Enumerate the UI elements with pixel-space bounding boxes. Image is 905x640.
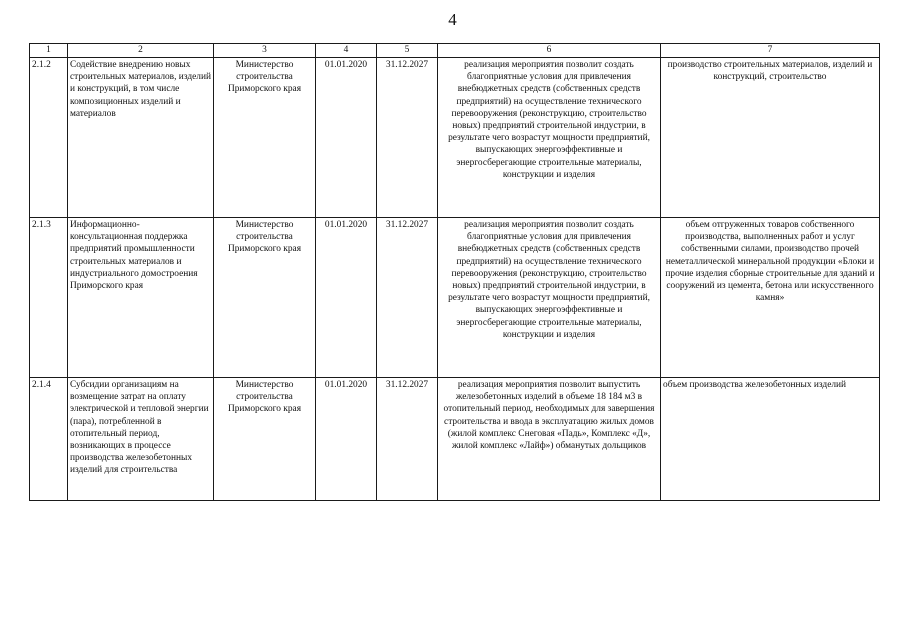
executor: Министерство строительства Приморского края bbox=[214, 58, 316, 218]
table-row bbox=[30, 58, 880, 218]
row-number: 2.1.2 bbox=[30, 58, 68, 218]
table-row bbox=[30, 378, 880, 501]
header-cell: 3 bbox=[214, 44, 316, 58]
table-row bbox=[30, 218, 880, 378]
start-date: 01.01.2020 bbox=[316, 378, 377, 501]
header-cell: 6 bbox=[438, 44, 661, 58]
header-cell: 4 bbox=[316, 44, 377, 58]
executor: Министерство строительства Приморского края bbox=[214, 378, 316, 501]
header-cell: 2 bbox=[68, 44, 214, 58]
indicator: объем отгруженных товаров собственного производства, выполненных работ и услуг собственными силами, производство прочей неметаллической минеральной продукции «Блоки и прочие изделия сборные строительные для зданий и сооружений из цемента, бетона или искусственного камня» bbox=[661, 218, 880, 378]
start-date: 01.01.2020 bbox=[316, 58, 377, 218]
expected-result: реализация мероприятия позволит создать благоприятные условия для привлечения внебюджетных средств (собственных средств предприятий) на осуществление технического перевооружения (реконструкцию, строительство новых) предприятий строительной индустрии, в результате чего возрастут мощности предприятий, выпускающих энергоэффективные и энергосберегающие строительные материалы, конструкции и изделия bbox=[438, 58, 661, 218]
measure-name: Содействие внедрению новых строительных материалов, изделий и конструкций, в том числе композиционных изделий и материалов bbox=[68, 58, 214, 218]
end-date: 31.12.2027 bbox=[377, 58, 438, 218]
program-table bbox=[29, 43, 880, 501]
measure-name: Субсидии организациям на возмещение затрат на оплату электрической и тепловой энергии (пара), потребленной в отопительный период, возникающих в процессе производства железобетонных изделий для строительства bbox=[68, 378, 214, 501]
indicator: производство строительных материалов, изделий и конструкций, строительство bbox=[661, 58, 880, 218]
row-number: 2.1.3 bbox=[30, 218, 68, 378]
indicator: объем производства железобетонных изделий bbox=[661, 378, 880, 501]
header-cell: 1 bbox=[30, 44, 68, 58]
end-date: 31.12.2027 bbox=[377, 218, 438, 378]
page-number: 4 bbox=[448, 10, 457, 29]
executor: Министерство строительства Приморского края bbox=[214, 218, 316, 378]
expected-result: реализация мероприятия позволит выпустить железобетонных изделий в объеме 18 184 м3 в отопительный период, необходимых для завершения строительства и ввода в эксплуатацию жилых домов (жилой комплекс Снеговая «Падь», Комплекс «Д», жилой комплекс «Лайф») обманутых дольщиков bbox=[438, 378, 661, 501]
measure-name: Информационно-консультационная поддержка предприятий промышленности строительных материалов и индустриального домостроения Приморского края bbox=[68, 218, 214, 378]
expected-result: реализация мероприятия позволит создать благоприятные условия для привлечения внебюджетных средств (собственных средств предприятий) на осуществление технического перевооружения (реконструкцию, строительство новых) предприятий строительной индустрии, в результате чего возрастут мощности предприятий, выпускающих энергоэффективные и энергосберегающие строительные материалы, конструкции и изделия bbox=[438, 218, 661, 378]
header-cell: 7 bbox=[661, 44, 880, 58]
row-number: 2.1.4 bbox=[30, 378, 68, 501]
header-row bbox=[30, 44, 880, 58]
start-date: 01.01.2020 bbox=[316, 218, 377, 378]
header-cell: 5 bbox=[377, 44, 438, 58]
end-date: 31.12.2027 bbox=[377, 378, 438, 501]
